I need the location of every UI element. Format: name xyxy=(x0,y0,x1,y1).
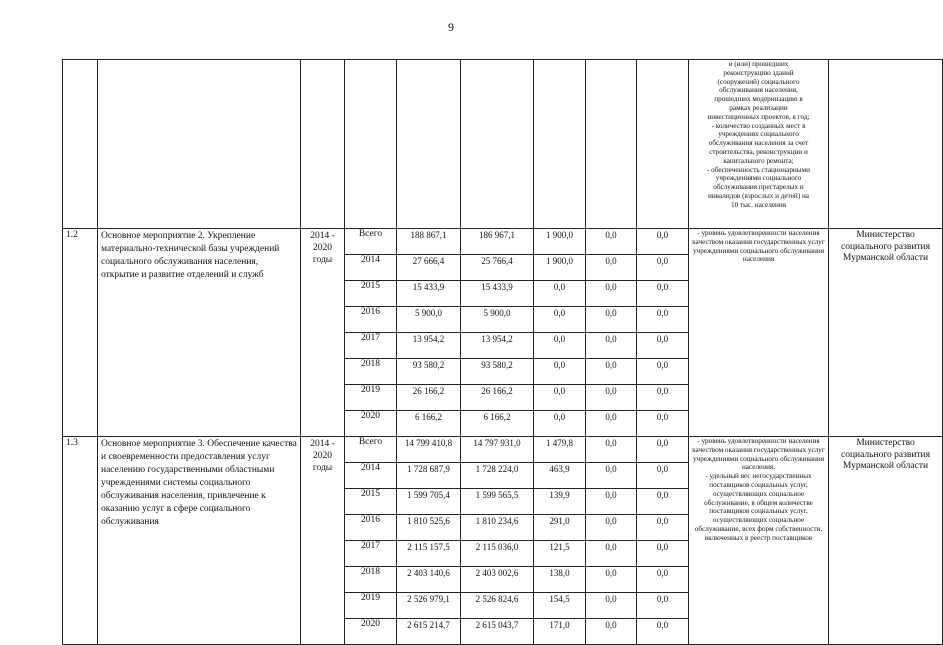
row-index: 1.3 xyxy=(63,437,98,645)
amount-v2: 6 166,2 xyxy=(461,411,534,437)
amount-v4: 0,0 xyxy=(586,619,637,645)
year-label: 2016 xyxy=(345,515,397,541)
indicator-text: и (или) прошедших реконструкцию зданий (сооружений) социального обслуживания населения, прошедших модернизацию в рамках реализации инвестиционных проектов, в год; - количество созданных мест в учреждениях социального обслуживания населения за счет строительства, реконструкции и капитального ремонта; - обеспеченность стационарными учреждениями социального обслуживания престарелых и инвалидов (взрослых и детей) на 10 тыс. населения xyxy=(706,60,811,209)
amount-v2: 1 728 224,0 xyxy=(461,463,534,489)
amount-v1: 13 954,2 xyxy=(397,333,461,359)
amount-v4: 0,0 xyxy=(586,515,637,541)
amount-v4: 0,0 xyxy=(586,489,637,515)
amount-v4: 0,0 xyxy=(586,281,637,307)
continuation-row xyxy=(63,60,943,229)
amount-v1: 5 900,0 xyxy=(397,307,461,333)
amount-v3: 121,5 xyxy=(534,541,586,567)
year-label: Всего xyxy=(345,437,397,463)
period-cell xyxy=(301,60,345,229)
year-label: 2019 xyxy=(345,385,397,411)
amount-v5: 0,0 xyxy=(637,541,689,567)
executor: Министерство социального развития Мурманской области xyxy=(829,229,943,437)
amount-v3: 0,0 xyxy=(534,359,586,385)
amount-v5: 0,0 xyxy=(637,255,689,281)
indicator-cell xyxy=(689,60,829,229)
name-cell xyxy=(98,60,301,229)
amount-v4: 0,0 xyxy=(586,333,637,359)
amount-v2: 93 580,2 xyxy=(461,359,534,385)
amount-v5: 0,0 xyxy=(637,593,689,619)
year-label: 2019 xyxy=(345,593,397,619)
year-label: 2018 xyxy=(345,359,397,385)
amount-v2: 2 526 824,6 xyxy=(461,593,534,619)
year-label: Всего xyxy=(345,229,397,255)
amount-v5: 0,0 xyxy=(637,229,689,255)
amount-v4: 0,0 xyxy=(586,359,637,385)
row-index: 1.2 xyxy=(63,229,98,437)
amount-v5: 0,0 xyxy=(637,281,689,307)
amount-v1: 26 166,2 xyxy=(397,385,461,411)
amount-v1: 2 615 214,7 xyxy=(397,619,461,645)
indicator-cell xyxy=(689,229,829,437)
amount-v5: 0,0 xyxy=(637,333,689,359)
amount-v4: 0,0 xyxy=(586,385,637,411)
amount-v2: 13 954,2 xyxy=(461,333,534,359)
amount-v4: 0,0 xyxy=(586,307,637,333)
program-table xyxy=(62,59,943,645)
amount-v5: 0,0 xyxy=(637,385,689,411)
amount-v4: 0,0 xyxy=(586,541,637,567)
amount-v1: 1 810 525,6 xyxy=(397,515,461,541)
value-cell xyxy=(461,60,534,229)
amount-v2: 1 810 234,6 xyxy=(461,515,534,541)
amount-v3: 291,0 xyxy=(534,515,586,541)
executor: Министерство социального развития Мурманской области xyxy=(829,437,943,645)
amount-v5: 0,0 xyxy=(637,619,689,645)
amount-v3: 1 900,0 xyxy=(534,229,586,255)
year-cell xyxy=(345,60,397,229)
amount-v4: 0,0 xyxy=(586,255,637,281)
index-cell xyxy=(63,60,98,229)
amount-v4: 0,0 xyxy=(586,567,637,593)
year-label: 2017 xyxy=(345,333,397,359)
amount-v1: 14 799 410,8 xyxy=(397,437,461,463)
amount-v4: 0,0 xyxy=(586,437,637,463)
value-cell xyxy=(637,60,689,229)
amount-v5: 0,0 xyxy=(637,437,689,463)
year-label: 2015 xyxy=(345,489,397,515)
amount-v1: 2 403 140,6 xyxy=(397,567,461,593)
amount-v1: 2 115 157,5 xyxy=(397,541,461,567)
amount-v1: 2 526 979,1 xyxy=(397,593,461,619)
year-label: 2014 xyxy=(345,255,397,281)
year-row xyxy=(63,437,943,463)
amount-v1: 15 433,9 xyxy=(397,281,461,307)
value-cell xyxy=(397,60,461,229)
amount-v5: 0,0 xyxy=(637,411,689,437)
amount-v2: 5 900,0 xyxy=(461,307,534,333)
amount-v3: 154,5 xyxy=(534,593,586,619)
amount-v2: 2 403 002,6 xyxy=(461,567,534,593)
amount-v3: 0,0 xyxy=(534,411,586,437)
year-label: 2017 xyxy=(345,541,397,567)
year-label: 2015 xyxy=(345,281,397,307)
amount-v4: 0,0 xyxy=(586,593,637,619)
year-label: 2020 xyxy=(345,619,397,645)
amount-v2: 1 599 565,5 xyxy=(461,489,534,515)
amount-v3: 0,0 xyxy=(534,307,586,333)
amount-v5: 0,0 xyxy=(637,463,689,489)
period: 2014 - 2020 годы xyxy=(301,229,345,437)
amount-v4: 0,0 xyxy=(586,229,637,255)
year-label: 2014 xyxy=(345,463,397,489)
amount-v3: 463,9 xyxy=(534,463,586,489)
amount-v3: 0,0 xyxy=(534,333,586,359)
indicator-text: - уровень удовлетворенности населения качеством оказания государственных услуг учреждениями социального обслуживания населения, - удельный вес негосударственных поставщиков социальных услуг, осуществляющих социальное обслуживание, в общем количестве поставщиков социальных услуг, осуществляющих социальное обслуживание, всех форм собственности, включенных в реестр поставщиков xyxy=(692,437,825,542)
amount-v3: 1 479,8 xyxy=(534,437,586,463)
amount-v2: 25 766,4 xyxy=(461,255,534,281)
amount-v2: 2 615 043,7 xyxy=(461,619,534,645)
amount-v3: 0,0 xyxy=(534,385,586,411)
amount-v5: 0,0 xyxy=(637,515,689,541)
page-number: 9 xyxy=(448,20,454,34)
indicator-cell xyxy=(689,437,829,645)
measure-name: Основное мероприятие 3. Обеспечение качества и своевременности предоставления услуг населению государственными областными учреждениями системы социального обслуживания населения, привлечение к оказанию услуг в сфере социального обслуживания xyxy=(98,437,301,645)
amount-v2: 15 433,9 xyxy=(461,281,534,307)
amount-v4: 0,0 xyxy=(586,463,637,489)
period: 2014 - 2020 годы xyxy=(301,437,345,645)
executor-cell xyxy=(829,60,943,229)
amount-v1: 93 580,2 xyxy=(397,359,461,385)
amount-v1: 188 867,1 xyxy=(397,229,461,255)
amount-v4: 0,0 xyxy=(586,411,637,437)
amount-v3: 0,0 xyxy=(534,281,586,307)
amount-v5: 0,0 xyxy=(637,489,689,515)
amount-v3: 1 900,0 xyxy=(534,255,586,281)
amount-v1: 1 728 687,9 xyxy=(397,463,461,489)
indicator-text: - уровень удовлетворенности населения качеством оказания государственных услуг учреждениями социального обслуживания населения xyxy=(692,229,827,264)
amount-v3: 138,0 xyxy=(534,567,586,593)
amount-v3: 171,0 xyxy=(534,619,586,645)
measure-name: Основное мероприятие 2. Укрепление материально-технической базы учреждений социального обслуживания населения, открытие и развитие отделений и служб xyxy=(98,229,301,437)
amount-v3: 139,9 xyxy=(534,489,586,515)
amount-v1: 1 599 705,4 xyxy=(397,489,461,515)
value-cell xyxy=(534,60,586,229)
year-label: 2020 xyxy=(345,411,397,437)
year-label: 2016 xyxy=(345,307,397,333)
year-label: 2018 xyxy=(345,567,397,593)
amount-v5: 0,0 xyxy=(637,567,689,593)
amount-v1: 6 166,2 xyxy=(397,411,461,437)
year-row xyxy=(63,229,943,255)
amount-v2: 2 115 036,0 xyxy=(461,541,534,567)
amount-v2: 186 967,1 xyxy=(461,229,534,255)
value-cell xyxy=(586,60,637,229)
amount-v5: 0,0 xyxy=(637,307,689,333)
amount-v1: 27 666,4 xyxy=(397,255,461,281)
amount-v2: 14 797 931,0 xyxy=(461,437,534,463)
amount-v5: 0,0 xyxy=(637,359,689,385)
amount-v2: 26 166,2 xyxy=(461,385,534,411)
